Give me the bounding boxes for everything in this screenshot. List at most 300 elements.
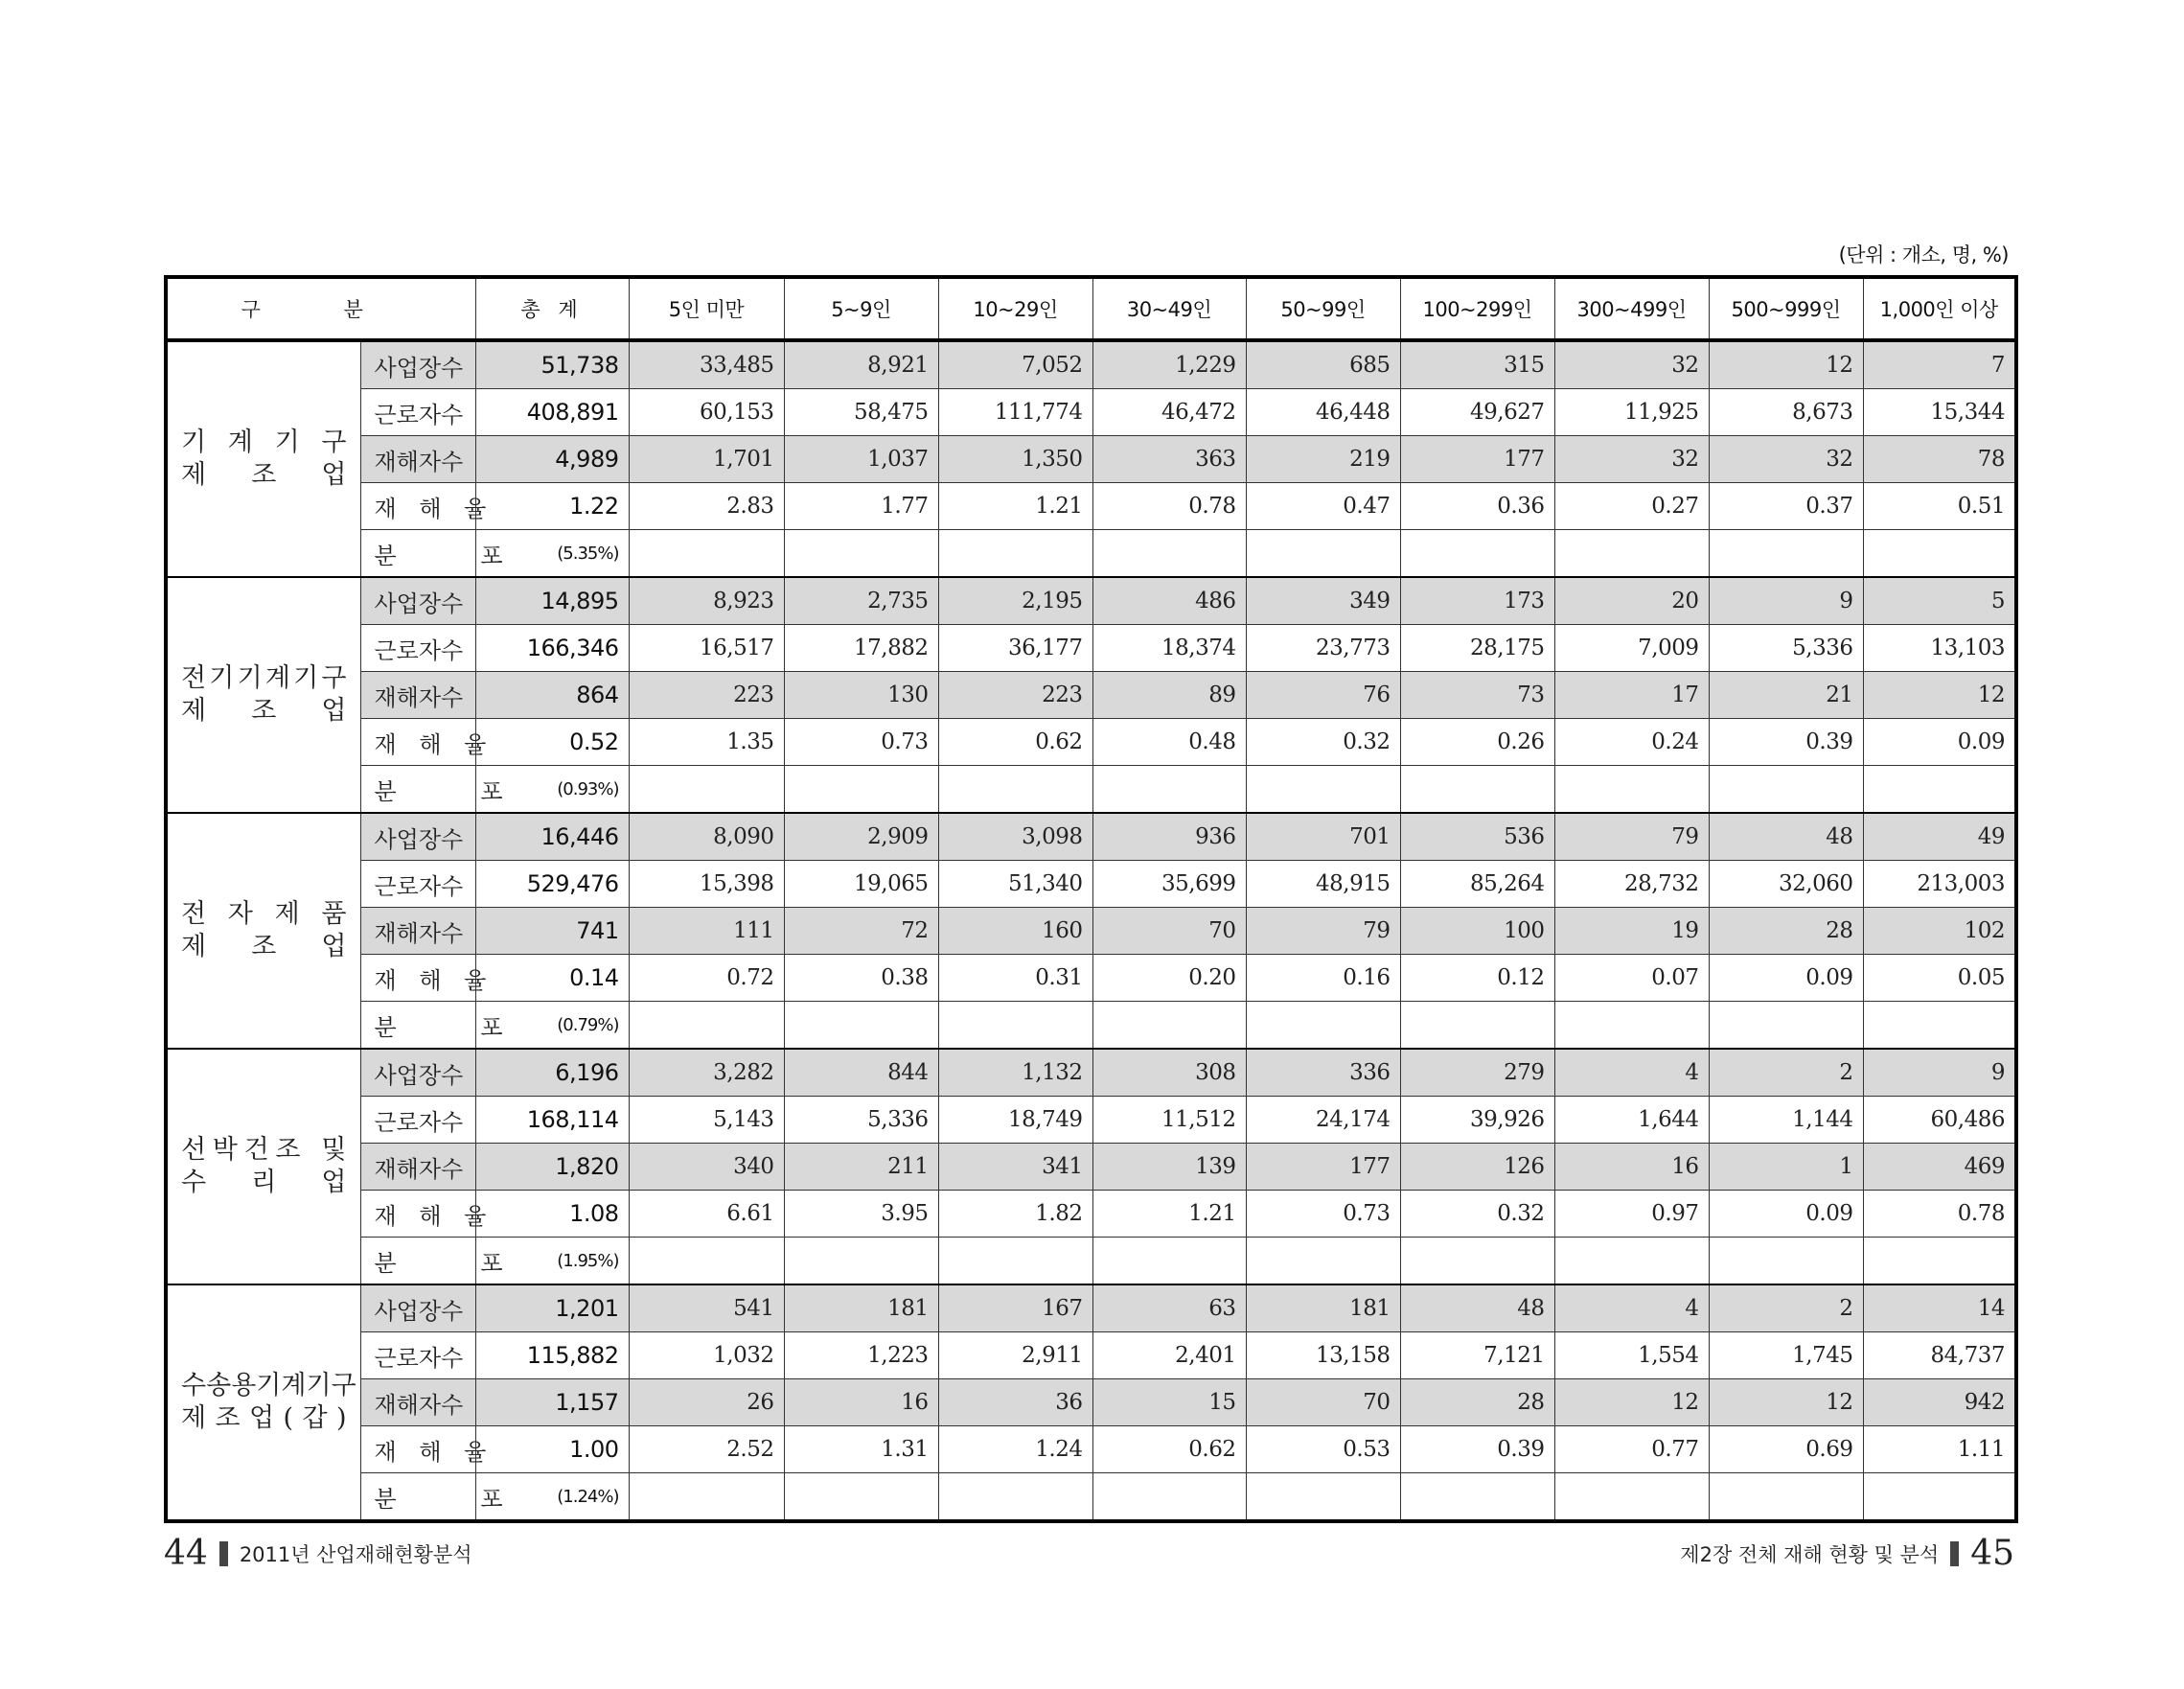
statistics-table xyxy=(164,275,2018,1523)
value-cell xyxy=(629,1473,784,1522)
value-cell: 3,282 xyxy=(629,1049,784,1097)
value-cell xyxy=(1554,1002,1709,1050)
value-cell xyxy=(629,766,784,814)
total-cell: 166,346 xyxy=(475,625,629,672)
value-cell xyxy=(938,530,1092,578)
value-cell xyxy=(784,1238,938,1285)
value-cell: 0.39 xyxy=(1709,719,1863,766)
value-cell: 17,882 xyxy=(784,625,938,672)
value-cell: 8,923 xyxy=(629,577,784,625)
value-cell: 51,340 xyxy=(938,861,1092,908)
industry-name-line: 전 자 제 품 xyxy=(181,899,347,929)
table-row xyxy=(166,955,2016,1002)
value-cell: 167 xyxy=(938,1284,1092,1332)
value-cell: 28 xyxy=(1400,1379,1554,1426)
value-cell xyxy=(1092,766,1246,814)
row-label: 사업장수 xyxy=(360,340,475,389)
value-cell xyxy=(1400,1473,1554,1522)
total-cell: 51,738 xyxy=(475,340,629,389)
value-cell xyxy=(629,1238,784,1285)
table-row xyxy=(166,719,2016,766)
footer-bar-left xyxy=(219,1541,228,1566)
row-label: 근로자수 xyxy=(360,1097,475,1144)
value-cell: 48,915 xyxy=(1246,861,1400,908)
value-cell: 18,374 xyxy=(1092,625,1246,672)
value-cell: 39,926 xyxy=(1400,1097,1554,1144)
table-row xyxy=(166,625,2016,672)
value-cell: 0.62 xyxy=(1092,1426,1246,1473)
value-cell: 32 xyxy=(1554,436,1709,483)
value-cell: 0.47 xyxy=(1246,483,1400,530)
value-cell: 7,052 xyxy=(938,340,1092,389)
value-cell: 0.09 xyxy=(1863,719,2016,766)
value-cell: 0.39 xyxy=(1400,1426,1554,1473)
table-row xyxy=(166,483,2016,530)
row-label: 근로자수 xyxy=(360,625,475,672)
value-cell: 4 xyxy=(1554,1049,1709,1097)
total-cell: 16,446 xyxy=(475,813,629,861)
total-cell: 1.22 xyxy=(475,483,629,530)
value-cell: 5,336 xyxy=(1709,625,1863,672)
table-row xyxy=(166,1473,2016,1522)
value-cell: 1,144 xyxy=(1709,1097,1863,1144)
value-cell: 6.61 xyxy=(629,1191,784,1238)
value-cell: 223 xyxy=(629,672,784,719)
value-cell: 70 xyxy=(1092,908,1246,955)
value-cell: 173 xyxy=(1400,577,1554,625)
value-cell: 58,475 xyxy=(784,389,938,436)
industry-category xyxy=(166,1284,360,1521)
footer-chapter-title: 제2장 전체 재해 현황 및 분석 xyxy=(1680,1542,1940,1566)
header-col: 50~99인 xyxy=(1246,277,1400,340)
value-cell: 130 xyxy=(784,672,938,719)
value-cell: 0.77 xyxy=(1554,1426,1709,1473)
value-cell: 7,009 xyxy=(1554,625,1709,672)
value-cell: 177 xyxy=(1246,1144,1400,1191)
value-cell: 1,644 xyxy=(1554,1097,1709,1144)
value-cell: 0.78 xyxy=(1863,1191,2016,1238)
value-cell: 63 xyxy=(1092,1284,1246,1332)
value-cell: 16 xyxy=(1554,1144,1709,1191)
industry-name-line: 수 송 용 기 계 기 구 xyxy=(181,1371,356,1400)
value-cell: 60,153 xyxy=(629,389,784,436)
value-cell: 12 xyxy=(1554,1379,1709,1426)
value-cell: 0.31 xyxy=(938,955,1092,1002)
value-cell: 18,749 xyxy=(938,1097,1092,1144)
value-cell: 12 xyxy=(1863,672,2016,719)
footer-book-title: 2011년 산업재해현황분석 xyxy=(239,1542,472,1566)
value-cell: 1,701 xyxy=(629,436,784,483)
value-cell: 1,229 xyxy=(1092,340,1246,389)
value-cell: 9 xyxy=(1709,577,1863,625)
value-cell: 8,921 xyxy=(784,340,938,389)
value-cell: 1,032 xyxy=(629,1332,784,1379)
table-row xyxy=(166,1002,2016,1050)
value-cell: 1,554 xyxy=(1554,1332,1709,1379)
row-label: 재해자수 xyxy=(360,1379,475,1426)
value-cell: 36 xyxy=(938,1379,1092,1426)
value-cell xyxy=(938,766,1092,814)
footer-left xyxy=(164,1534,472,1573)
value-cell: 181 xyxy=(784,1284,938,1332)
table-row xyxy=(166,1144,2016,1191)
value-cell: 32 xyxy=(1554,340,1709,389)
total-cell: 1.00 xyxy=(475,1426,629,1473)
value-cell: 78 xyxy=(1863,436,2016,483)
value-cell: 541 xyxy=(629,1284,784,1332)
value-cell: 60,486 xyxy=(1863,1097,2016,1144)
value-cell xyxy=(1863,766,2016,814)
value-cell: 0.72 xyxy=(629,955,784,1002)
value-cell: 8,090 xyxy=(629,813,784,861)
header-col: 1,000인 이상 xyxy=(1863,277,2016,340)
total-cell: 408,891 xyxy=(475,389,629,436)
value-cell xyxy=(1246,530,1400,578)
value-cell: 7,121 xyxy=(1400,1332,1554,1379)
value-cell: 341 xyxy=(938,1144,1092,1191)
page-number-left: 44 xyxy=(164,1534,208,1573)
row-label: 사업장수 xyxy=(360,813,475,861)
value-cell: 5,336 xyxy=(784,1097,938,1144)
table-row xyxy=(166,1238,2016,1285)
total-cell: (0.93%) xyxy=(475,766,629,814)
value-cell: 0.09 xyxy=(1709,1191,1863,1238)
value-cell: 32,060 xyxy=(1709,861,1863,908)
value-cell: 177 xyxy=(1400,436,1554,483)
value-cell: 0.20 xyxy=(1092,955,1246,1002)
header-col: 500~999인 xyxy=(1709,277,1863,340)
value-cell: 0.38 xyxy=(784,955,938,1002)
value-cell: 76 xyxy=(1246,672,1400,719)
table-row xyxy=(166,436,2016,483)
total-cell: (1.24%) xyxy=(475,1473,629,1522)
industry-category xyxy=(166,813,360,1049)
value-cell: 72 xyxy=(784,908,938,955)
value-cell: 48 xyxy=(1400,1284,1554,1332)
table-row xyxy=(166,1379,2016,1426)
value-cell xyxy=(784,1473,938,1522)
table-row xyxy=(166,340,2016,389)
value-cell: 32 xyxy=(1709,436,1863,483)
value-cell: 16,517 xyxy=(629,625,784,672)
header-col: 30~49인 xyxy=(1092,277,1246,340)
header-col: 10~29인 xyxy=(938,277,1092,340)
value-cell: 13,158 xyxy=(1246,1332,1400,1379)
total-cell: 6,196 xyxy=(475,1049,629,1097)
value-cell: 1,037 xyxy=(784,436,938,483)
industry-name-line: 수 리 업 xyxy=(181,1168,347,1197)
value-cell: 1.82 xyxy=(938,1191,1092,1238)
value-cell: 160 xyxy=(938,908,1092,955)
value-cell: 0.05 xyxy=(1863,955,2016,1002)
value-cell: 11,925 xyxy=(1554,389,1709,436)
value-cell: 340 xyxy=(629,1144,784,1191)
value-cell: 19 xyxy=(1554,908,1709,955)
value-cell xyxy=(1554,1238,1709,1285)
value-cell xyxy=(1709,1238,1863,1285)
value-cell xyxy=(1554,766,1709,814)
value-cell: 89 xyxy=(1092,672,1246,719)
table-row xyxy=(166,1049,2016,1097)
value-cell: 20 xyxy=(1554,577,1709,625)
value-cell: 1.35 xyxy=(629,719,784,766)
industry-name-line: 제 조 업 xyxy=(181,696,347,726)
value-cell: 73 xyxy=(1400,672,1554,719)
table-row xyxy=(166,1284,2016,1332)
value-cell: 308 xyxy=(1092,1049,1246,1097)
value-cell: 21 xyxy=(1709,672,1863,719)
value-cell: 24,174 xyxy=(1246,1097,1400,1144)
value-cell: 79 xyxy=(1554,813,1709,861)
value-cell: 1.21 xyxy=(1092,1191,1246,1238)
value-cell xyxy=(1554,530,1709,578)
value-cell: 1,132 xyxy=(938,1049,1092,1097)
row-label: 분 포 xyxy=(360,530,475,578)
value-cell xyxy=(1709,1473,1863,1522)
value-cell: 13,103 xyxy=(1863,625,2016,672)
value-cell: 111 xyxy=(629,908,784,955)
value-cell xyxy=(1400,1238,1554,1285)
row-label: 분 포 xyxy=(360,766,475,814)
value-cell: 1.21 xyxy=(938,483,1092,530)
value-cell: 9 xyxy=(1863,1049,2016,1097)
value-cell: 0.51 xyxy=(1863,483,2016,530)
value-cell: 2 xyxy=(1709,1049,1863,1097)
value-cell: 126 xyxy=(1400,1144,1554,1191)
value-cell: 36,177 xyxy=(938,625,1092,672)
value-cell: 1,350 xyxy=(938,436,1092,483)
value-cell: 4 xyxy=(1554,1284,1709,1332)
value-cell: 181 xyxy=(1246,1284,1400,1332)
value-cell: 363 xyxy=(1092,436,1246,483)
value-cell: 2 xyxy=(1709,1284,1863,1332)
value-cell: 1.11 xyxy=(1863,1426,2016,1473)
total-cell: (5.35%) xyxy=(475,530,629,578)
value-cell: 0.62 xyxy=(938,719,1092,766)
value-cell xyxy=(1400,530,1554,578)
value-cell xyxy=(938,1473,1092,1522)
value-cell: 84,737 xyxy=(1863,1332,2016,1379)
value-cell xyxy=(1092,1238,1246,1285)
value-cell xyxy=(1400,766,1554,814)
value-cell xyxy=(1709,1002,1863,1050)
table-row xyxy=(166,530,2016,578)
value-cell: 536 xyxy=(1400,813,1554,861)
value-cell: 223 xyxy=(938,672,1092,719)
value-cell: 942 xyxy=(1863,1379,2016,1426)
value-cell: 46,472 xyxy=(1092,389,1246,436)
total-cell: 1,820 xyxy=(475,1144,629,1191)
row-label: 사업장수 xyxy=(360,577,475,625)
value-cell xyxy=(1863,1238,2016,1285)
value-cell xyxy=(784,530,938,578)
value-cell: 28,732 xyxy=(1554,861,1709,908)
row-label: 사업장수 xyxy=(360,1049,475,1097)
value-cell: 7 xyxy=(1863,340,2016,389)
value-cell: 11,512 xyxy=(1092,1097,1246,1144)
value-cell: 213,003 xyxy=(1863,861,2016,908)
value-cell: 49,627 xyxy=(1400,389,1554,436)
value-cell xyxy=(629,1002,784,1050)
value-cell: 0.73 xyxy=(1246,1191,1400,1238)
total-cell: 168,114 xyxy=(475,1097,629,1144)
value-cell: 1.77 xyxy=(784,483,938,530)
value-cell: 0.69 xyxy=(1709,1426,1863,1473)
value-cell: 102 xyxy=(1863,908,2016,955)
value-cell: 26 xyxy=(629,1379,784,1426)
value-cell: 2,735 xyxy=(784,577,938,625)
total-cell: (1.95%) xyxy=(475,1238,629,1285)
industry-name-line: 기 계 기 구 xyxy=(181,428,347,457)
row-label: 사업장수 xyxy=(360,1284,475,1332)
value-cell: 19,065 xyxy=(784,861,938,908)
row-label: 재 해 율 xyxy=(360,955,475,1002)
unit-note: (단위 : 개소, 명, %) xyxy=(1838,243,2009,266)
value-cell: 2.52 xyxy=(629,1426,784,1473)
value-cell xyxy=(938,1238,1092,1285)
table-row xyxy=(166,577,2016,625)
value-cell: 35,699 xyxy=(1092,861,1246,908)
total-cell: 115,882 xyxy=(475,1332,629,1379)
total-cell: 4,989 xyxy=(475,436,629,483)
row-label: 근로자수 xyxy=(360,861,475,908)
value-cell: 279 xyxy=(1400,1049,1554,1097)
value-cell: 3,098 xyxy=(938,813,1092,861)
value-cell xyxy=(1709,766,1863,814)
value-cell: 2,909 xyxy=(784,813,938,861)
value-cell xyxy=(1863,1002,2016,1050)
value-cell xyxy=(1092,1002,1246,1050)
value-cell: 0.09 xyxy=(1709,955,1863,1002)
header-category: 구 분 xyxy=(166,277,475,340)
value-cell: 219 xyxy=(1246,436,1400,483)
table-body xyxy=(166,340,2016,1521)
value-cell xyxy=(1092,1473,1246,1522)
value-cell: 23,773 xyxy=(1246,625,1400,672)
value-cell: 0.24 xyxy=(1554,719,1709,766)
row-label: 분 포 xyxy=(360,1238,475,1285)
table-row xyxy=(166,813,2016,861)
value-cell: 0.37 xyxy=(1709,483,1863,530)
row-label: 재해자수 xyxy=(360,672,475,719)
industry-category xyxy=(166,340,360,577)
row-label: 재 해 율 xyxy=(360,483,475,530)
table-row xyxy=(166,389,2016,436)
value-cell: 0.07 xyxy=(1554,955,1709,1002)
value-cell: 0.97 xyxy=(1554,1191,1709,1238)
value-cell: 2,911 xyxy=(938,1332,1092,1379)
total-cell: 864 xyxy=(475,672,629,719)
value-cell: 0.12 xyxy=(1400,955,1554,1002)
value-cell xyxy=(1092,530,1246,578)
value-cell xyxy=(629,530,784,578)
value-cell: 2.83 xyxy=(629,483,784,530)
value-cell: 16 xyxy=(784,1379,938,1426)
value-cell: 349 xyxy=(1246,577,1400,625)
value-cell: 0.78 xyxy=(1092,483,1246,530)
value-cell: 0.36 xyxy=(1400,483,1554,530)
value-cell xyxy=(1246,766,1400,814)
value-cell xyxy=(1246,1002,1400,1050)
value-cell xyxy=(938,1002,1092,1050)
value-cell: 2,195 xyxy=(938,577,1092,625)
industry-name-line: 제 조 업 xyxy=(181,460,347,490)
value-cell xyxy=(1246,1473,1400,1522)
value-cell: 17 xyxy=(1554,672,1709,719)
row-label: 분 포 xyxy=(360,1473,475,1522)
value-cell: 12 xyxy=(1709,1379,1863,1426)
page-number-right: 45 xyxy=(1970,1534,2014,1573)
value-cell: 15,398 xyxy=(629,861,784,908)
footer-right xyxy=(1680,1534,2014,1573)
table-row xyxy=(166,1332,2016,1379)
value-cell: 139 xyxy=(1092,1144,1246,1191)
value-cell: 100 xyxy=(1400,908,1554,955)
value-cell: 15 xyxy=(1092,1379,1246,1426)
header-col: 100~299인 xyxy=(1400,277,1554,340)
value-cell xyxy=(1246,1238,1400,1285)
industry-name-line: 전 기 기 계 기 구 xyxy=(181,663,347,693)
value-cell: 0.16 xyxy=(1246,955,1400,1002)
industry-name-line: 제 조 업 ( 갑 ) xyxy=(181,1403,347,1433)
table-row xyxy=(166,861,2016,908)
value-cell: 70 xyxy=(1246,1379,1400,1426)
value-cell: 0.73 xyxy=(784,719,938,766)
value-cell: 0.53 xyxy=(1246,1426,1400,1473)
total-cell: 0.52 xyxy=(475,719,629,766)
value-cell: 28 xyxy=(1709,908,1863,955)
value-cell xyxy=(1863,530,2016,578)
industry-category xyxy=(166,1049,360,1284)
value-cell: 844 xyxy=(784,1049,938,1097)
value-cell: 0.32 xyxy=(1400,1191,1554,1238)
value-cell: 5,143 xyxy=(629,1097,784,1144)
value-cell: 8,673 xyxy=(1709,389,1863,436)
row-label: 재 해 율 xyxy=(360,719,475,766)
industry-category xyxy=(166,577,360,813)
value-cell: 1,223 xyxy=(784,1332,938,1379)
value-cell: 685 xyxy=(1246,340,1400,389)
row-label: 근로자수 xyxy=(360,1332,475,1379)
header-col: 5인 미만 xyxy=(629,277,784,340)
total-cell: 529,476 xyxy=(475,861,629,908)
value-cell: 79 xyxy=(1246,908,1400,955)
row-label: 재 해 율 xyxy=(360,1191,475,1238)
value-cell: 3.95 xyxy=(784,1191,938,1238)
value-cell: 0.26 xyxy=(1400,719,1554,766)
value-cell xyxy=(1554,1473,1709,1522)
table-row xyxy=(166,1097,2016,1144)
value-cell: 28,175 xyxy=(1400,625,1554,672)
row-label: 근로자수 xyxy=(360,389,475,436)
value-cell: 15,344 xyxy=(1863,389,2016,436)
value-cell: 111,774 xyxy=(938,389,1092,436)
total-cell: 0.14 xyxy=(475,955,629,1002)
value-cell: 0.27 xyxy=(1554,483,1709,530)
table-row xyxy=(166,672,2016,719)
value-cell: 5 xyxy=(1863,577,2016,625)
header-row xyxy=(166,277,2016,340)
table-row xyxy=(166,1191,2016,1238)
value-cell: 936 xyxy=(1092,813,1246,861)
header-col: 300~499인 xyxy=(1554,277,1709,340)
value-cell: 1.24 xyxy=(938,1426,1092,1473)
footer-bar-right xyxy=(1950,1541,1959,1566)
value-cell: 1 xyxy=(1709,1144,1863,1191)
header-col: 총 계 xyxy=(475,277,629,340)
value-cell: 46,448 xyxy=(1246,389,1400,436)
row-label: 분 포 xyxy=(360,1002,475,1050)
